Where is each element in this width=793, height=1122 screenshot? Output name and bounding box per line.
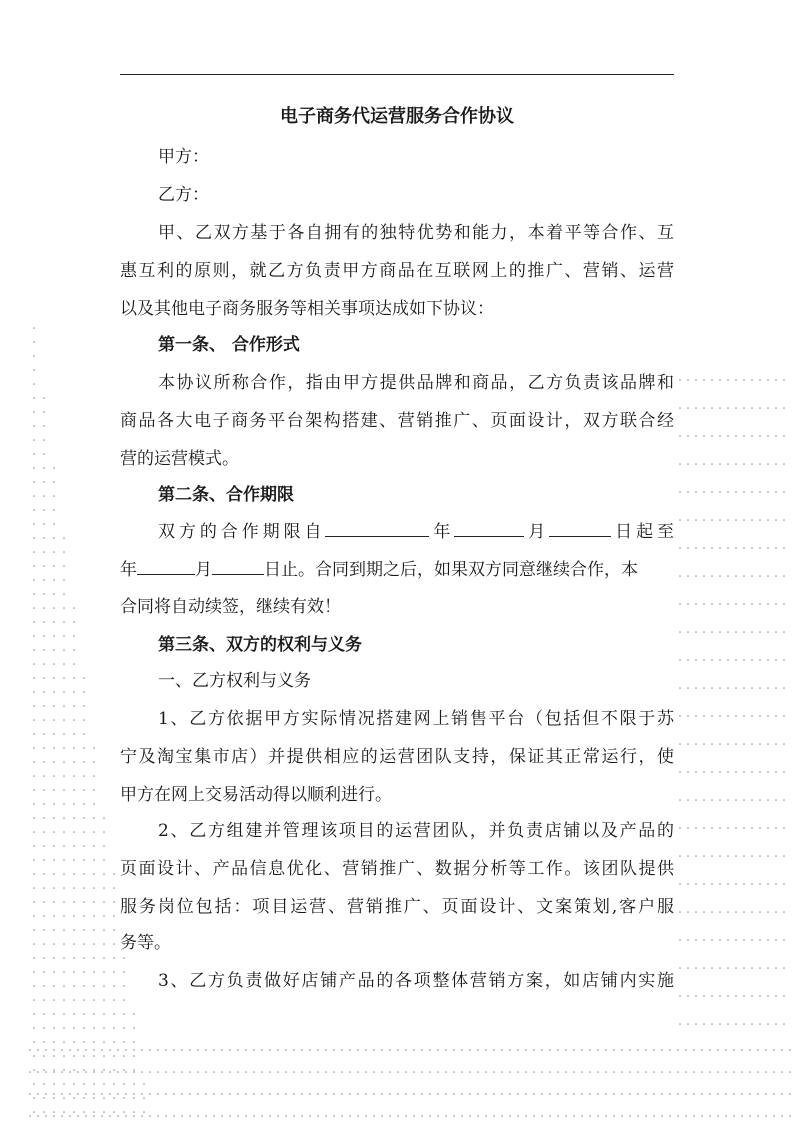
item2-line: 页面设计、产品信息优化、营销推广、数据分析等工作。该团队提供 — [120, 859, 674, 879]
intro-line: 以及其他电子商务服务等相关事项达成如下协议： — [120, 299, 494, 319]
month-unit: 月 — [524, 522, 550, 542]
start-month-blank — [454, 520, 524, 537]
year-unit: 年 — [120, 560, 137, 580]
article1-line: 商品各大电子商务平台架构搭建、营销推广、页面设计，双方联合经 — [120, 411, 674, 431]
item1-line: 1、乙方依据甲方实际情况搭建网上销售平台（包括但不限于苏 — [158, 709, 674, 729]
document-title: 电子商务代运营服务合作协议 — [280, 106, 514, 127]
end-month-blank — [137, 558, 195, 575]
term-prefix: 双方的合作期限自 — [158, 522, 326, 542]
article2-heading: 第二条、合作期限 — [158, 485, 294, 505]
header-rule — [120, 74, 674, 75]
article3-subheading: 一、乙方权利与义务 — [158, 671, 311, 691]
article2-term-line — [120, 558, 674, 581]
party-b-label: 乙方： — [158, 185, 209, 205]
start-day-blank — [549, 520, 611, 537]
item2-line: 服务岗位包括：项目运营、营销推广、页面设计、文案策划,客户服 — [120, 897, 674, 917]
intro-line: 甲、乙双方基于各自拥有的独特优势和能力，本着平等合作、互 — [158, 223, 674, 243]
article2-term-line — [120, 520, 674, 543]
item2-line: 2、乙方组建并管理该项目的运营团队，并负责店铺以及产品的 — [158, 821, 674, 841]
item2-line: 务等。 — [120, 933, 171, 953]
term-end-text: 日止。合同到期之后，如果双方同意继续合作，本 — [264, 560, 638, 580]
article1-line: 本协议所称合作，指由甲方提供品牌和商品，乙方负责该品牌和 — [158, 373, 674, 393]
intro-line: 惠互利的原则，就乙方负责甲方商品在互联网上的推广、营销、运营 — [120, 261, 674, 281]
article2-line: 合同将自动续签，继续有效！ — [120, 597, 341, 617]
item1-line: 甲方在网上交易活动得以顺利进行。 — [120, 785, 392, 805]
end-day-blank — [212, 558, 264, 575]
item1-line: 宁及淘宝集市店）并提供相应的运营团队支持，保证其正常运行，使 — [120, 747, 674, 767]
item3-line: 3、乙方负责做好店铺产品的各项整体营销方案，如店铺内实施 — [158, 971, 674, 991]
month-unit: 月 — [195, 560, 212, 580]
party-a-label: 甲方： — [158, 147, 209, 167]
article1-line: 营的运营模式。 — [120, 449, 239, 469]
article1-heading: 第一条、 合作形式 — [158, 335, 300, 355]
term-suffix: 日起至 — [611, 522, 674, 542]
article3-heading: 第三条、双方的权利与义务 — [158, 635, 362, 655]
year-unit: 年 — [429, 522, 455, 542]
document-page — [120, 0, 674, 1122]
start-year-blank — [325, 520, 429, 537]
